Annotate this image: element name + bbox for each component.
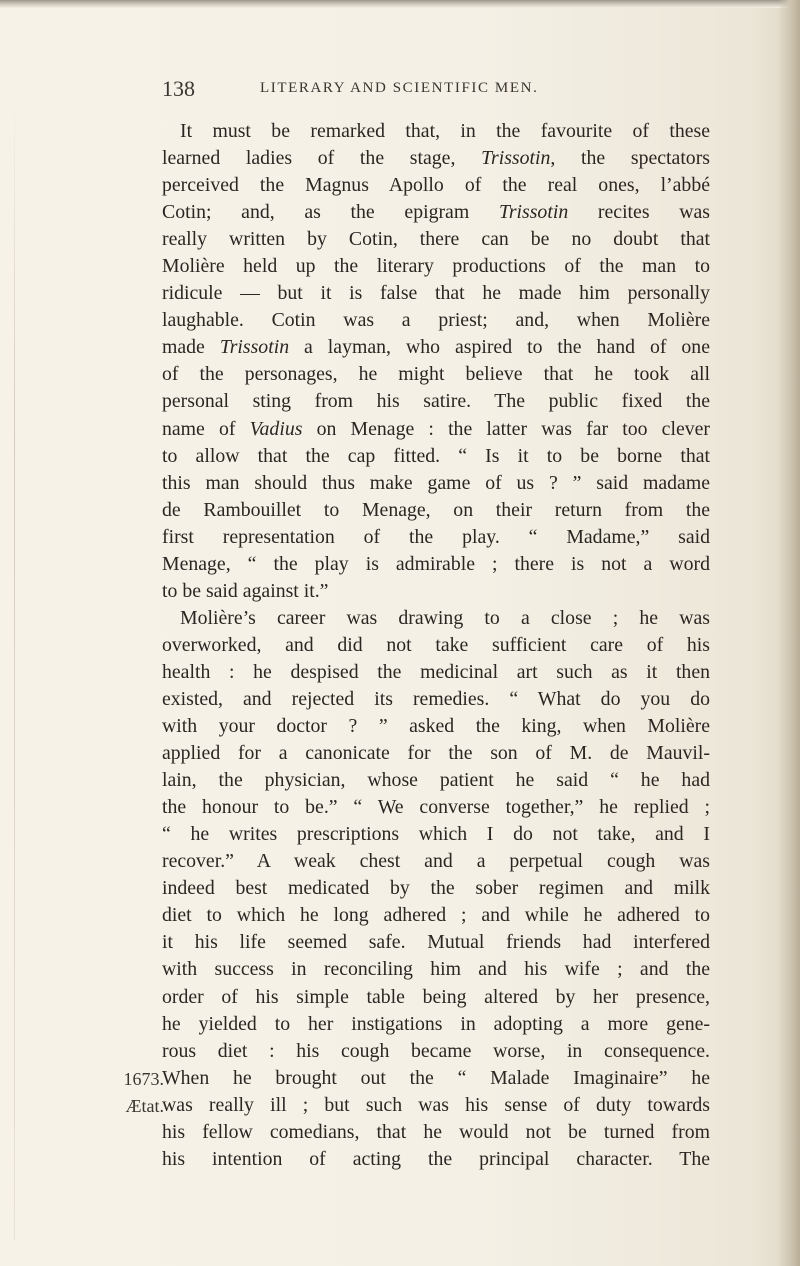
- text-line: [162, 524, 710, 551]
- text-line: [162, 875, 710, 902]
- text-run: ridicule — but it is false that he made him personally: [162, 282, 710, 305]
- text-line: [162, 226, 710, 253]
- text-line: [162, 632, 710, 659]
- text-run: rous diet : his cough became worse, in consequence.: [162, 1039, 710, 1062]
- text-run: his intention of acting the principal character. The: [162, 1147, 710, 1170]
- text-line: [162, 172, 710, 199]
- text-run: Molière held up the literary productions of the man to: [162, 255, 710, 278]
- text-run: of the personages, he might believe that he took all: [162, 363, 710, 386]
- text-line: [162, 388, 710, 415]
- text-run: overworked, and did not take sufficient care of his: [162, 633, 710, 656]
- text-line: [162, 956, 710, 983]
- text-line: [162, 551, 710, 578]
- text-run: perceived the Magnus Apollo of the real ones, l’abbé: [162, 174, 710, 197]
- text-run: really written by Cotin, there can be no doubt that: [162, 228, 710, 251]
- text-run: this man should thus make game of us ? ” said madame: [162, 471, 710, 494]
- text-line: [162, 1011, 710, 1038]
- text-line: [162, 1092, 710, 1119]
- text-line: [162, 686, 710, 713]
- text-run: to allow that the cap fitted. “ Is it to be borne that: [162, 444, 710, 467]
- text-run: with your doctor ? ” asked the king, when Molière: [162, 715, 710, 738]
- text-run: lain, the physician, whose patient he said “ he had: [162, 769, 710, 792]
- text-line: [162, 145, 710, 172]
- text-run: laughable. Cotin was a priest; and, when Molière: [162, 309, 710, 332]
- text-line: [162, 605, 710, 632]
- italic-title: Trissotin: [219, 336, 290, 359]
- text-line: [162, 199, 710, 226]
- text-line: [162, 1119, 710, 1146]
- text-line: [162, 794, 710, 821]
- text-line: [162, 902, 710, 929]
- page-number: 138: [162, 76, 195, 101]
- text-line: [162, 929, 710, 956]
- italic-title: Trissotin: [498, 201, 569, 224]
- text-run: it his life seemed safe. Mutual friends had interfered: [162, 931, 710, 954]
- page-right-edge: [778, 0, 800, 1266]
- text-run: learned ladies of the stage,: [162, 147, 482, 170]
- text-line: [162, 578, 710, 605]
- text-line: [162, 1038, 710, 1065]
- text-line: [162, 659, 710, 686]
- text-line: [162, 1065, 710, 1092]
- italic-title: Trissotin: [481, 147, 551, 170]
- text-run: Cotin; and, as the epigram: [162, 201, 499, 224]
- text-line: [162, 497, 710, 524]
- text-run: personal sting from his satire. The public fixed the: [162, 390, 710, 413]
- text-run: Molière’s career was drawing to a close ; he was: [180, 606, 710, 629]
- text-line: [162, 713, 710, 740]
- page-top-edge: [0, 0, 800, 8]
- margin-note: Ætat.: [125, 1095, 164, 1116]
- text-line: [162, 443, 710, 470]
- text-line: [162, 848, 710, 875]
- text-run: applied for a canonicate for the son of M. de Mauvil-: [162, 742, 710, 765]
- text-run: with success in reconciling him and his wife ; and the: [162, 958, 710, 981]
- text-run: he yielded to her instigations in adopting a more gene-: [162, 1012, 710, 1035]
- italic-title: Vadius: [249, 417, 303, 440]
- text-run: the honour to be.” “ We converse together,” he replied ;: [162, 796, 710, 819]
- running-head: LITERARY AND SCIENTIFIC MEN.: [260, 80, 539, 96]
- text-run: recover.” A weak chest and a perpetual cough was: [162, 850, 710, 873]
- text-run: It must be remarked that, in the favourite of these: [180, 120, 710, 142]
- text-run: existed, and rejected its remedies. “ What do you do: [162, 687, 710, 710]
- text-line: [162, 334, 710, 361]
- body-text: [162, 118, 710, 1173]
- text-line: [162, 821, 710, 848]
- text-line: [162, 1146, 710, 1173]
- text-line: [162, 280, 710, 307]
- text-run: first representation of the play. “ Madame,” said: [162, 525, 710, 548]
- text-line: [162, 361, 710, 388]
- text-run: indeed best medicated by the sober regimen and milk: [162, 877, 710, 900]
- text-run: order of his simple table being altered by her presence,: [162, 985, 710, 1008]
- text-run: “ he writes prescriptions which I do not take, and I: [162, 823, 710, 846]
- text-line: [162, 767, 710, 794]
- text-run: diet to which he long adhered ; and while he adhered to: [162, 904, 710, 927]
- text-run: was really ill ; but such was his sense of duty towards: [162, 1093, 710, 1116]
- text-run: , the spectators: [550, 147, 710, 170]
- text-line: [162, 984, 710, 1011]
- text-run: a layman, who aspired to the hand of one: [289, 336, 710, 359]
- text-run: name of: [162, 417, 250, 440]
- margin-note: 1673.: [123, 1068, 164, 1089]
- text-line: [162, 118, 710, 145]
- text-line: [162, 740, 710, 767]
- page-fold-shadow: [14, 90, 15, 1240]
- page-header: [162, 76, 722, 108]
- text-run: Menage, “ the play is admirable ; there is not a word: [162, 552, 710, 575]
- text-line: [162, 307, 710, 334]
- text-run: When he brought out the “ Malade Imaginaire” he: [162, 1066, 710, 1089]
- text-run: on Menage : the latter was far too clever: [302, 417, 710, 440]
- text-line: [162, 253, 710, 280]
- text-run: to be said against it.”: [162, 579, 329, 602]
- text-line: [162, 416, 710, 443]
- text-run: de Rambouillet to Menage, on their return from the: [162, 498, 710, 521]
- text-run: health : he despised the medicinal art such as it then: [162, 660, 710, 683]
- text-run: his fellow comedians, that he would not be turned from: [162, 1120, 710, 1143]
- text-line: [162, 470, 710, 497]
- text-run: made: [162, 336, 220, 359]
- text-run: recites was: [568, 201, 710, 224]
